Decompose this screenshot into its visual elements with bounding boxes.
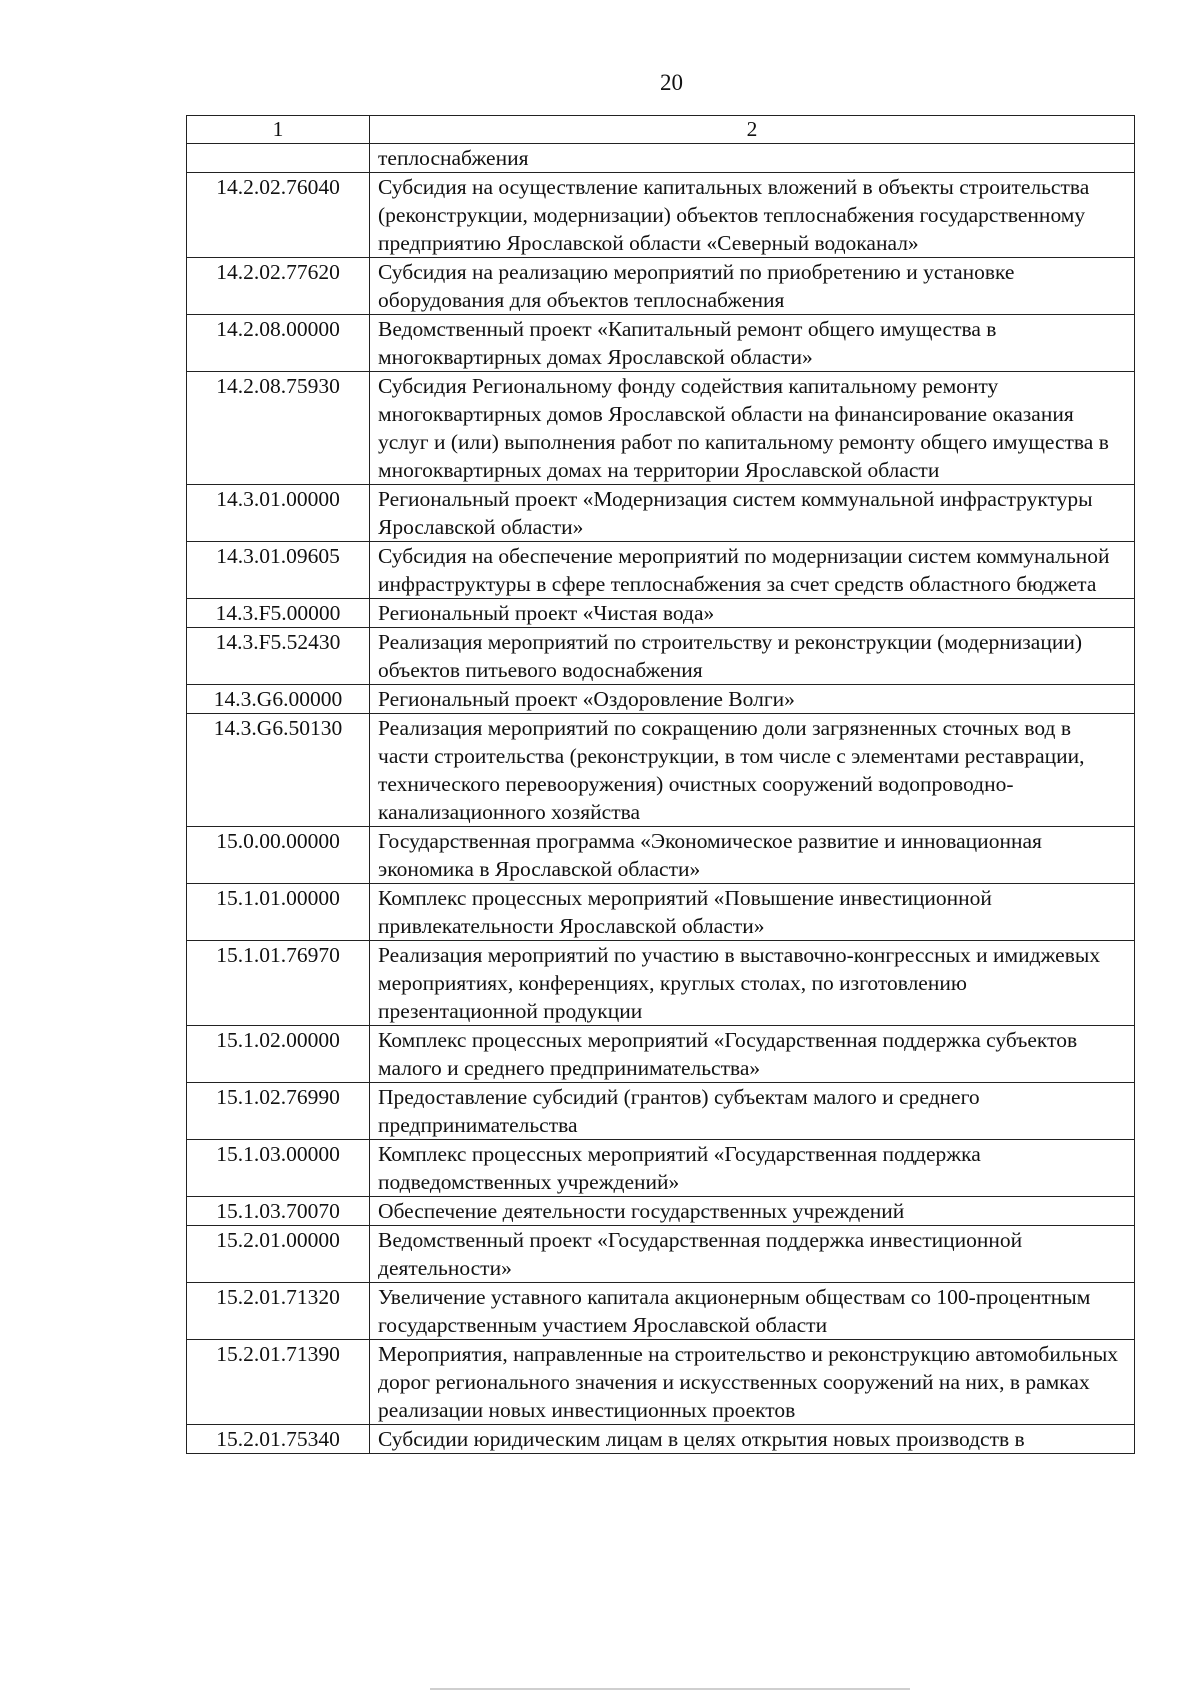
table-row xyxy=(187,144,1135,173)
page-bottom-rule xyxy=(430,1688,910,1690)
row-name: Мероприятия, направленные на строительство и реконструкцию автомобильных дорог регионального значения и искусственных сооружений на них, в рамках реализации новых инвестиционных проектов xyxy=(370,1340,1135,1425)
row-code: 14.2.02.77620 xyxy=(187,258,370,315)
row-code: 14.3.F5.52430 xyxy=(187,628,370,685)
row-name: Обеспечение деятельности государственных учреждений xyxy=(370,1197,1135,1226)
row-name: Увеличение уставного капитала акционерным обществам со 100-процентным государственным участием Ярославской области xyxy=(370,1283,1135,1340)
row-name: Ведомственный проект «Государственная поддержка инвестиционной деятельности» xyxy=(370,1226,1135,1283)
table-row xyxy=(187,884,1135,941)
row-name: Региональный проект «Модернизация систем коммунальной инфраструктуры Ярославской области» xyxy=(370,485,1135,542)
table-row xyxy=(187,173,1135,258)
row-code: 14.3.01.09605 xyxy=(187,542,370,599)
row-code: 14.3.G6.00000 xyxy=(187,685,370,714)
table-row xyxy=(187,485,1135,542)
table-row xyxy=(187,599,1135,628)
row-code: 15.1.03.70070 xyxy=(187,1197,370,1226)
row-name: Комплекс процессных мероприятий «Государственная поддержка субъектов малого и среднего предпринимательства» xyxy=(370,1026,1135,1083)
row-name: Комплекс процессных мероприятий «Государственная поддержка подведомственных учреждений» xyxy=(370,1140,1135,1197)
table-row xyxy=(187,258,1135,315)
table-row xyxy=(187,628,1135,685)
row-code: 15.1.01.76970 xyxy=(187,941,370,1026)
row-code: 14.2.08.00000 xyxy=(187,315,370,372)
row-name: Субсидии юридическим лицам в целях открытия новых производств в xyxy=(370,1425,1135,1454)
row-code: 15.2.01.71320 xyxy=(187,1283,370,1340)
table-row xyxy=(187,685,1135,714)
row-code: 15.2.01.00000 xyxy=(187,1226,370,1283)
table-row xyxy=(187,315,1135,372)
table-row xyxy=(187,941,1135,1026)
row-name: Субсидия на осуществление капитальных вложений в объекты строительства (реконструкции, модернизации) объектов теплоснабжения государственному предприятию Ярославской области «Северный водоканал» xyxy=(370,173,1135,258)
budget-code-table xyxy=(186,115,1135,1454)
table-row xyxy=(187,1226,1135,1283)
column-header-name: 2 xyxy=(370,116,1135,144)
row-name: Реализация мероприятий по сокращению доли загрязненных сточных вод в части строительства (реконструкции, в том числе с элементами реставрации, технического перевооружения) очистных сооружений водопроводно-канализационного хозяйства xyxy=(370,714,1135,827)
row-code: 15.2.01.75340 xyxy=(187,1425,370,1454)
row-code: 14.2.02.76040 xyxy=(187,173,370,258)
table-row xyxy=(187,372,1135,485)
row-code: 15.0.00.00000 xyxy=(187,827,370,884)
row-name: Комплекс процессных мероприятий «Повышение инвестиционной привлекательности Ярославской области» xyxy=(370,884,1135,941)
row-code: 15.1.03.00000 xyxy=(187,1140,370,1197)
table-row xyxy=(187,1425,1135,1454)
header-row xyxy=(187,116,1135,144)
row-name: Региональный проект «Чистая вода» xyxy=(370,599,1135,628)
row-name: Ведомственный проект «Капитальный ремонт общего имущества в многоквартирных домах Ярославской области» xyxy=(370,315,1135,372)
row-code xyxy=(187,144,370,173)
row-code: 15.1.02.00000 xyxy=(187,1026,370,1083)
row-name: Предоставление субсидий (грантов) субъектам малого и среднего предпринимательства xyxy=(370,1083,1135,1140)
row-code: 14.2.08.75930 xyxy=(187,372,370,485)
row-name: Субсидия на обеспечение мероприятий по модернизации систем коммунальной инфраструктуры в сфере теплоснабжения за счет средств областного бюджета xyxy=(370,542,1135,599)
row-name: Реализация мероприятий по участию в выставочно-конгрессных и имиджевых мероприятиях, конференциях, круглых столах, по изготовлению презентационной продукции xyxy=(370,941,1135,1026)
table-row xyxy=(187,1140,1135,1197)
row-name: Субсидия на реализацию мероприятий по приобретению и установке оборудования для объектов теплоснабжения xyxy=(370,258,1135,315)
table-row xyxy=(187,542,1135,599)
page-number: 20 xyxy=(660,70,683,95)
row-code: 15.2.01.71390 xyxy=(187,1340,370,1425)
row-code: 15.1.01.00000 xyxy=(187,884,370,941)
table-row xyxy=(187,1083,1135,1140)
row-code: 14.3.F5.00000 xyxy=(187,599,370,628)
row-code: 14.3.01.00000 xyxy=(187,485,370,542)
row-name: Реализация мероприятий по строительству и реконструкции (модернизации) объектов питьевого водоснабжения xyxy=(370,628,1135,685)
table-row xyxy=(187,714,1135,827)
row-name: Региональный проект «Оздоровление Волги» xyxy=(370,685,1135,714)
table-row xyxy=(187,1340,1135,1425)
table-row xyxy=(187,827,1135,884)
row-name: Государственная программа «Экономическое развитие и инновационная экономика в Ярославской области» xyxy=(370,827,1135,884)
row-code: 15.1.02.76990 xyxy=(187,1083,370,1140)
table-row xyxy=(187,1197,1135,1226)
row-name: теплоснабжения xyxy=(370,144,1135,173)
table-row xyxy=(187,1283,1135,1340)
table-row xyxy=(187,1026,1135,1083)
row-name: Субсидия Региональному фонду содействия капитальному ремонту многоквартирных домов Ярославской области на финансирование оказания услуг и (или) выполнения работ по капитальному ремонту общего имущества в многоквартирных домах на территории Ярославской области xyxy=(370,372,1135,485)
row-code: 14.3.G6.50130 xyxy=(187,714,370,827)
column-header-code: 1 xyxy=(187,116,370,144)
